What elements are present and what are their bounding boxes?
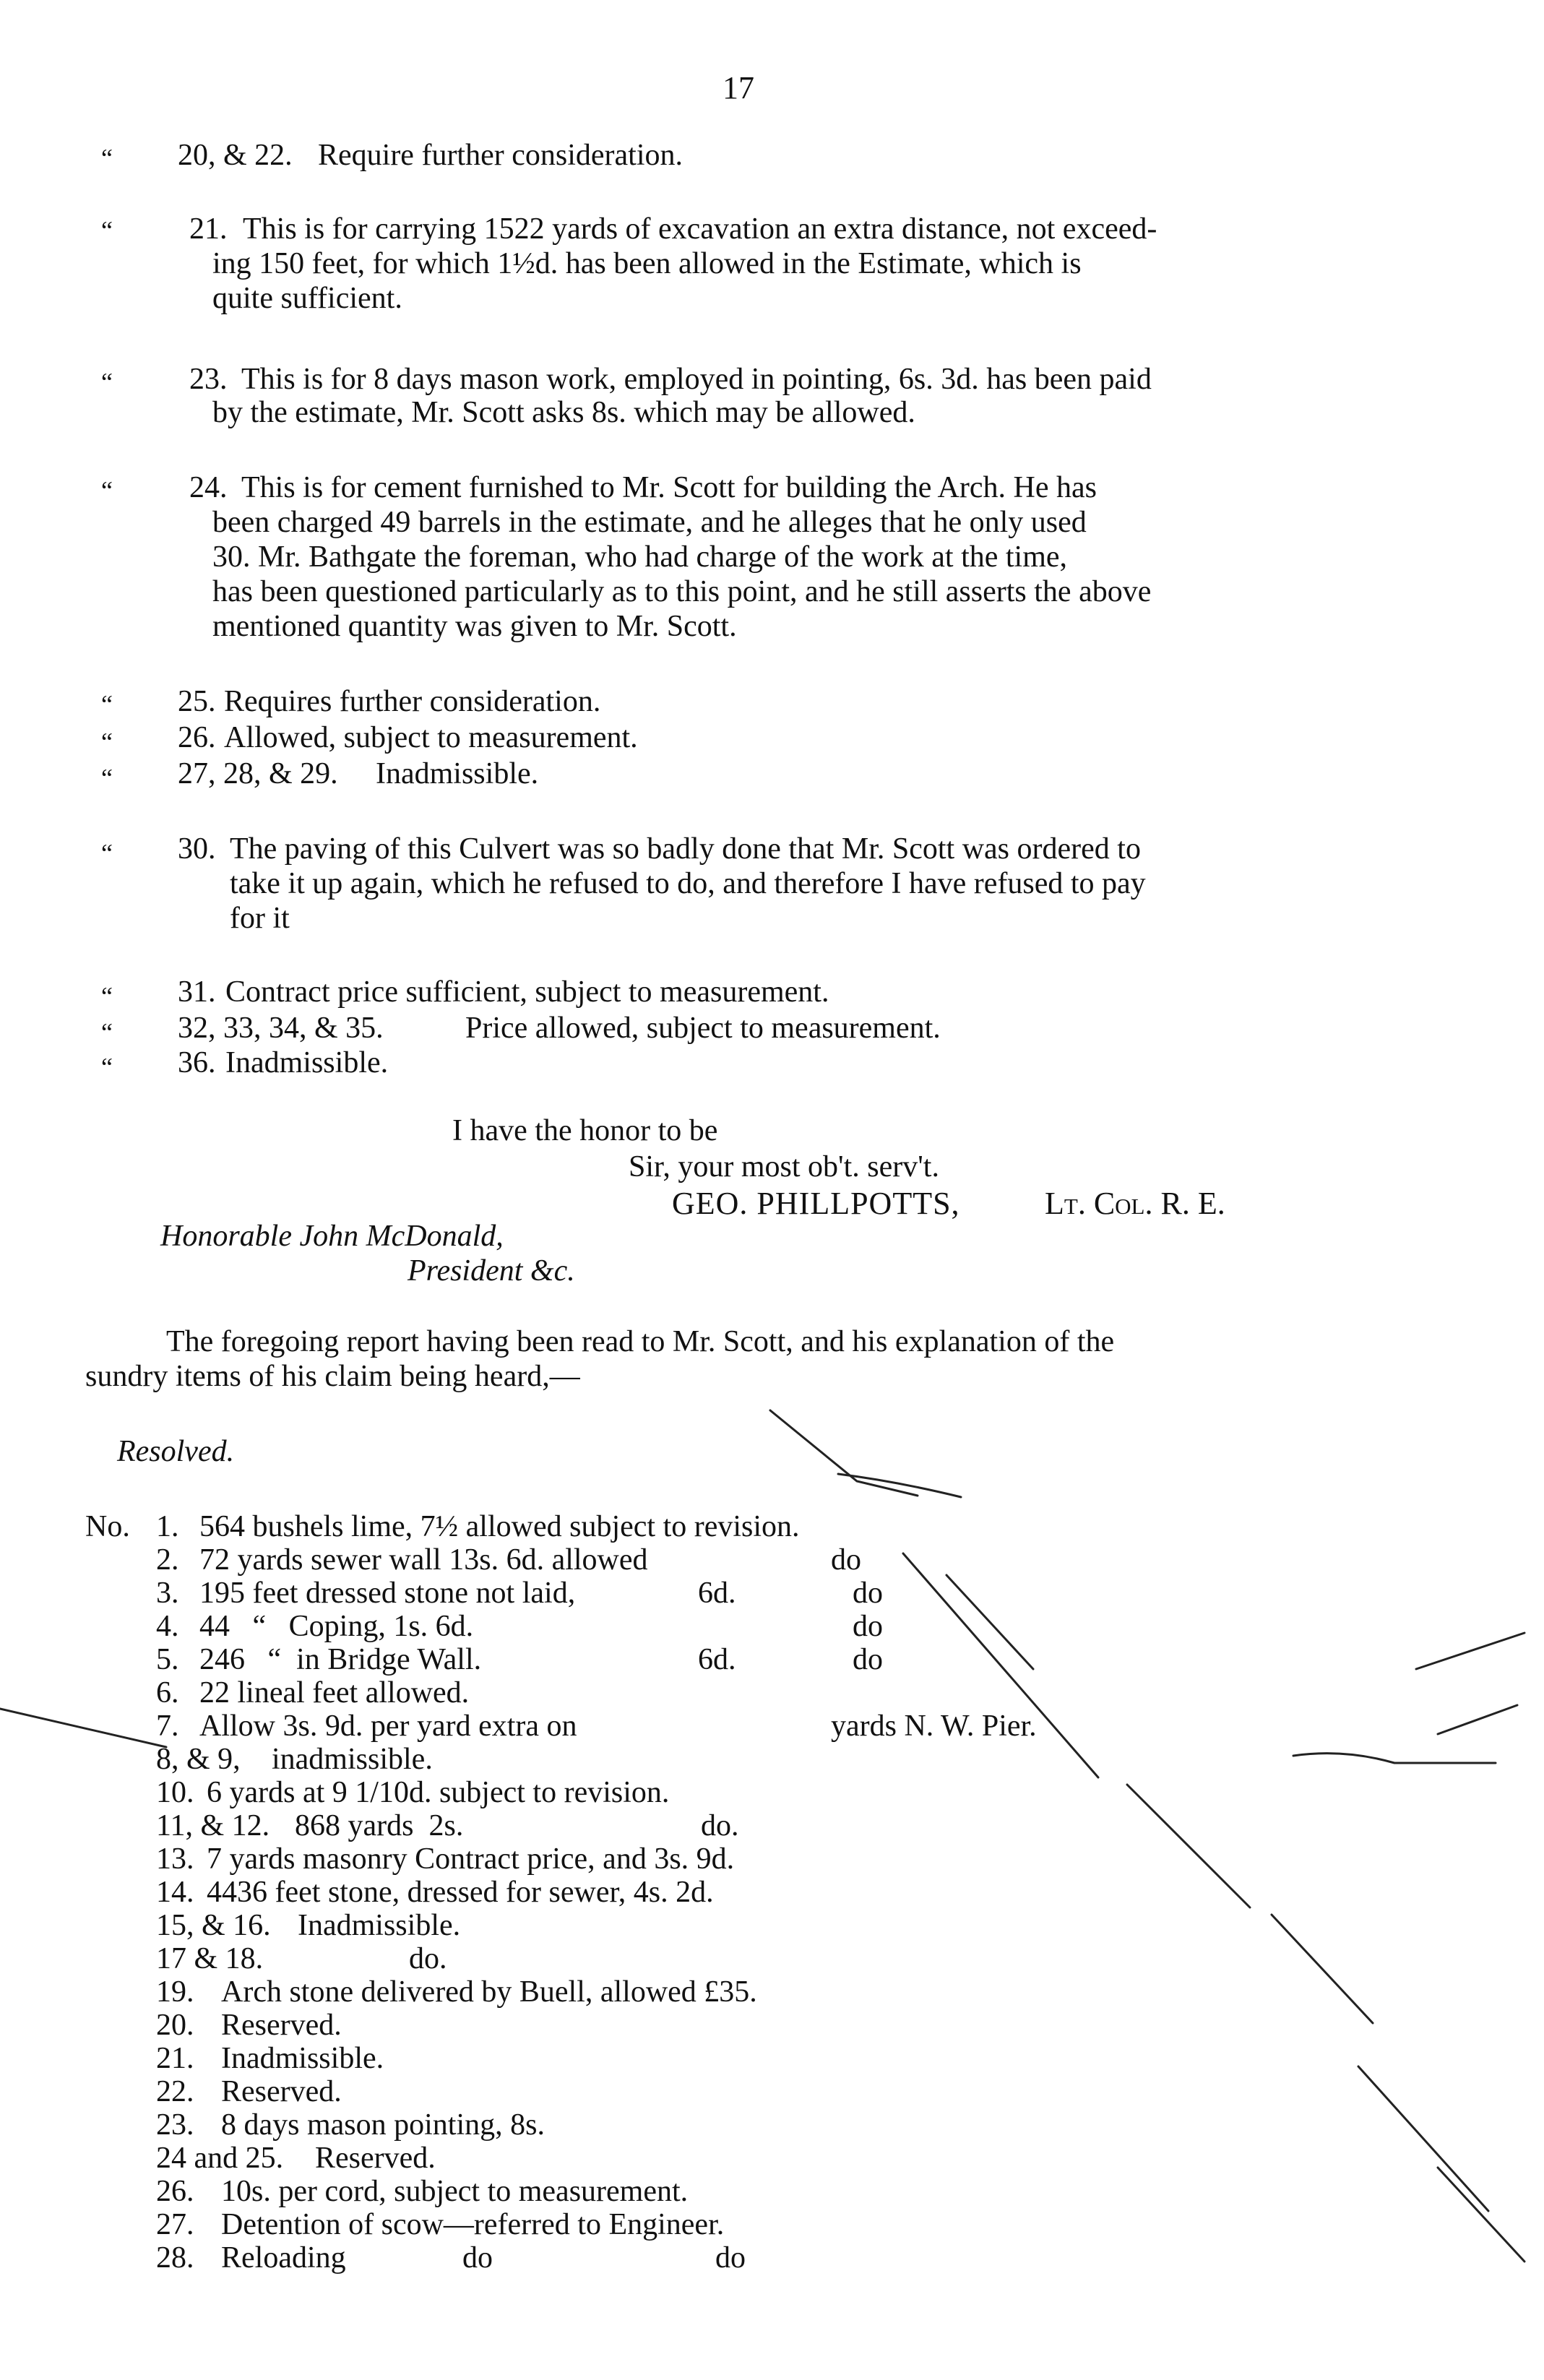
scribble — [1293, 1754, 1496, 1763]
diagonal-stroke — [903, 1553, 1098, 1777]
quote-mark: “ — [101, 982, 113, 1011]
resolved-num: 26. — [156, 2175, 194, 2208]
quote-mark: “ — [101, 690, 113, 719]
resolved-text: Detention of scow—referred to Engineer. — [221, 2208, 725, 2241]
item-text: This is for carrying 1522 yards of excavation an extra distance, not exceed- — [243, 212, 1157, 246]
resolved-num: 17 & 18. — [156, 1942, 264, 1975]
resolved-num: 7. — [156, 1709, 179, 1743]
addressee-name: Honorable John McDonald, — [160, 1220, 504, 1253]
resolved-text: Reserved. — [221, 2075, 342, 2108]
resolved-price: 6d. — [698, 1577, 736, 1610]
item-num: 31. — [178, 975, 216, 1009]
resolved-text: 246 “ in Bridge Wall. — [199, 1643, 482, 1676]
resolved-ditto: do — [715, 2241, 746, 2275]
quote-mark: “ — [101, 728, 113, 756]
resolved-num: 1. — [156, 1510, 179, 1543]
resolved-text: 4436 feet stone, dressed for sewer, 4s. 2d. — [207, 1876, 714, 1909]
item-text: This is for cement furnished to Mr. Scott for building the Arch. He has — [241, 471, 1097, 504]
quote-mark: “ — [101, 144, 113, 173]
resolved-text: Reloading — [221, 2241, 346, 2275]
resolved-ditto: do — [853, 1610, 883, 1643]
resolved-num: 4. — [156, 1610, 179, 1643]
item-num: 26. — [178, 721, 216, 754]
narrative-line: The foregoing report having been read to Mr. Scott, and his explanation of the — [166, 1325, 1115, 1358]
resolved-num: 27. — [156, 2208, 194, 2241]
resolved-text: 22 lineal feet allowed. — [199, 1676, 470, 1709]
quote-mark: “ — [101, 1018, 113, 1047]
diagonal-stroke — [770, 1410, 918, 1496]
item-text: Inadmissible. — [225, 1046, 389, 1079]
resolved-text: 868 yards 2s. — [295, 1809, 464, 1842]
left-stroke — [0, 1709, 166, 1747]
resolved-num: 21. — [156, 2042, 194, 2075]
item-text: The paving of this Culvert was so badly done that Mr. Scott was ordered to — [230, 832, 1141, 866]
item-text-continued: has been questioned particularly as to this point, and he still asserts the above — [212, 575, 1152, 608]
item-num: 32, 33, 34, & 35. — [178, 1012, 384, 1045]
narrative-line: sundry items of his claim being heard,— — [85, 1360, 580, 1393]
resolved-ditto: do — [853, 1643, 883, 1676]
quote-mark: “ — [101, 368, 113, 397]
item-text-continued: for it — [230, 902, 290, 935]
item-text-continued: been charged 49 barrels in the estimate, and he alleges that he only used — [212, 506, 1087, 539]
item-text-continued: by the estimate, Mr. Scott asks 8s. which may be allowed. — [212, 396, 915, 429]
item-text-continued: 30. Mr. Bathgate the foreman, who had charge of the work at the time, — [212, 540, 1068, 574]
scribble — [1438, 1705, 1517, 1734]
closing-line: I have the honor to be — [452, 1114, 718, 1147]
addressee-title: President &c. — [407, 1254, 575, 1288]
signature-rank: Lt. Col. R. E. — [1045, 1186, 1225, 1221]
resolved-text: 8 days mason pointing, 8s. — [221, 2108, 545, 2142]
resolved-num: 22. — [156, 2075, 194, 2108]
item-text-continued: ing 150 feet, for which 1½d. has been allowed in the Estimate, which is — [212, 247, 1082, 280]
resolved-price: 6d. — [698, 1643, 736, 1676]
item-text: Allowed, subject to measurement. — [224, 721, 638, 754]
resolved-tail: yards N. W. Pier. — [831, 1709, 1037, 1743]
resolved-num: 14. — [156, 1876, 194, 1909]
resolved-text: Arch stone delivered by Buell, allowed £35. — [221, 1975, 757, 2009]
resolved-num: 5. — [156, 1643, 179, 1676]
diagonal-stroke — [1438, 2168, 1524, 2262]
quote-mark: “ — [101, 1053, 113, 1082]
resolved-num: 8, & 9, — [156, 1743, 241, 1776]
resolved-num: 3. — [156, 1577, 179, 1610]
resolved-text: Inadmissible. — [298, 1909, 461, 1942]
item-text-continued: take it up again, which he refused to do, and therefore I have refused to pay — [230, 867, 1146, 900]
resolved-text: 10s. per cord, subject to measurement. — [221, 2175, 689, 2208]
item-num: 27, 28, & 29. — [178, 757, 338, 790]
resolved-num: 23. — [156, 2108, 194, 2142]
item-num: 25. — [178, 685, 216, 718]
resolved-text: 44 “ Coping, 1s. 6d. — [199, 1610, 474, 1643]
item-text: Contract price sufficient, subject to measurement. — [225, 975, 829, 1009]
resolved-text: 564 bushels lime, 7½ allowed subject to revision. — [199, 1510, 800, 1543]
item-num: 20, & 22. — [178, 139, 293, 172]
diagonal-stroke — [1358, 2066, 1488, 2211]
resolved-num: 2. — [156, 1543, 179, 1577]
resolved-num: 10. — [156, 1776, 194, 1809]
item-text: Requires further consideration. — [224, 685, 601, 718]
resolved-mid: do — [462, 2241, 493, 2275]
item-num: 30. — [178, 832, 216, 866]
item-num: 24. — [189, 471, 228, 504]
closing-line: Sir, your most ob't. serv't. — [629, 1150, 939, 1183]
diagonal-stroke — [946, 1575, 1033, 1669]
resolved-num: 11, & 12. — [156, 1809, 270, 1842]
resolved-text: Reserved. — [315, 2142, 436, 2175]
resolved-ditto: do. — [701, 1809, 739, 1842]
item-text: Inadmissible. — [376, 757, 539, 790]
resolved-heading: Resolved. — [117, 1435, 235, 1468]
diagonal-stroke — [838, 1474, 961, 1497]
resolved-text: Inadmissible. — [221, 2042, 384, 2075]
resolved-text: Allow 3s. 9d. per yard extra on — [199, 1709, 577, 1743]
resolved-num: 28. — [156, 2241, 194, 2275]
resolved-num: 24 and 25. — [156, 2142, 284, 2175]
resolved-num: 20. — [156, 2009, 194, 2042]
item-text: Price allowed, subject to measurement. — [465, 1012, 941, 1045]
item-text: Require further consideration. — [318, 139, 683, 172]
page-number: 17 — [723, 70, 754, 105]
resolved-text: inadmissible. — [272, 1743, 433, 1776]
item-text-continued: mentioned quantity was given to Mr. Scott. — [212, 610, 737, 643]
item-text: This is for 8 days mason work, employed in pointing, 6s. 3d. has been paid — [241, 363, 1152, 396]
diagonal-stroke — [1272, 1915, 1373, 2023]
scribble — [1416, 1633, 1524, 1669]
item-text-continued: quite sufficient. — [212, 282, 402, 315]
resolved-num: 15, & 16. — [156, 1909, 271, 1942]
item-num: 36. — [178, 1046, 216, 1079]
resolved-ditto: do — [831, 1543, 861, 1577]
diagonal-stroke — [1127, 1785, 1250, 1907]
resolved-prefix: No. — [85, 1510, 130, 1543]
resolved-num: 6. — [156, 1676, 179, 1709]
item-num: 23. — [189, 363, 228, 396]
resolved-num: 19. — [156, 1975, 194, 2009]
resolved-text: 6 yards at 9 1/10d. subject to revision. — [207, 1776, 670, 1809]
quote-mark: “ — [101, 476, 113, 505]
quote-mark: “ — [101, 839, 113, 868]
resolved-text: 7 yards masonry Contract price, and 3s. 9d. — [207, 1842, 735, 1876]
resolved-text: Reserved. — [221, 2009, 342, 2042]
resolved-text: 195 feet dressed stone not laid, — [199, 1577, 576, 1610]
quote-mark: “ — [101, 764, 113, 793]
resolved-ditto: do. — [409, 1942, 447, 1975]
resolved-num: 13. — [156, 1842, 194, 1876]
resolved-ditto: do — [853, 1577, 883, 1610]
quote-mark: “ — [101, 216, 113, 245]
item-num: 21. — [189, 212, 228, 246]
signature: GEO. PHILLPOTTS, — [672, 1186, 960, 1221]
resolved-text: 72 yards sewer wall 13s. 6d. allowed — [199, 1543, 648, 1577]
